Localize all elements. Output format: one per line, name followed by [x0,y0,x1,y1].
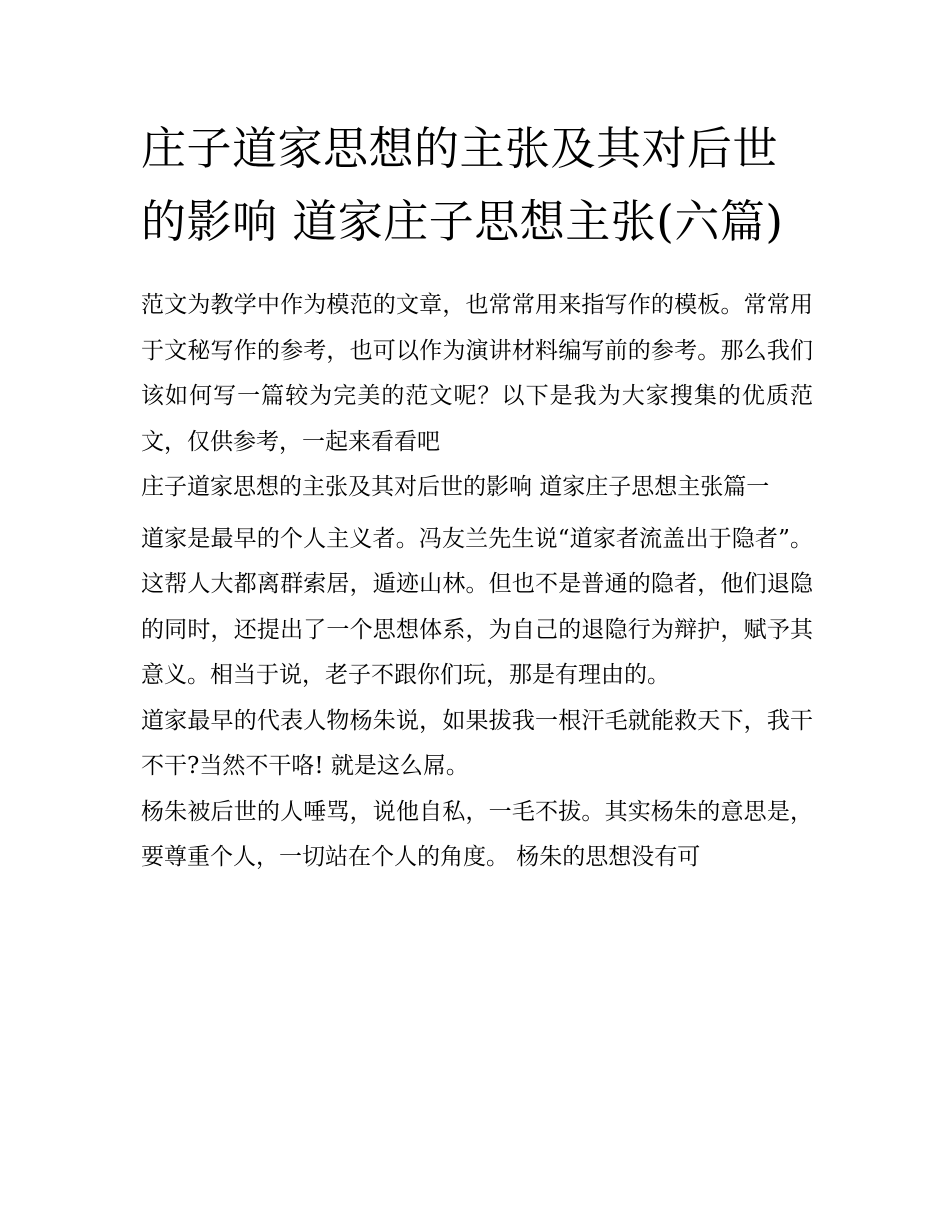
body-paragraph-1: 道家是最早的个人主义者。冯友兰先生说“道家者流盖出于隐者”。这帮人大都离群索居，遁迹山林。但也不是普通的隐者，他们退隐的同时，还提出了一个思想体系，为自己的退隐行为辩护，赋予其意义。相当于说，老子不跟你们玩，那是有理由的。 [141,525,813,688]
intro-paragraph: 范文为教学中作为模范的文章，也常常用来指写作的模板。常常用于文秘写作的参考，也可以作为演讲材料编写前的参考。那么我们该如何写一篇较为完美的范文呢？以下是我为大家搜集的优质范文，仅供参考，一起来看看吧 [141,292,813,455]
body-paragraph-3: 杨朱被后世的人唾骂，说他自私，一毛不拔。其实杨朱的意思是，要尊重个人，一切站在个人的角度。 杨朱的思想没有可 [141,798,813,870]
section-heading: 庄子道家思想的主张及其对后世的影响 道家庄子思想主张篇一 [141,474,770,500]
body-paragraph-2: 道家最早的代表人物杨朱说，如果拔我一根汗毛就能救天下，我干不干?当然不干咯! 就是这么屌。 [141,707,813,779]
document-title: 庄子道家思想的主张及其对后世的影响 道家庄子思想主张(六篇) [141,122,784,248]
document-content [141,112,813,881]
